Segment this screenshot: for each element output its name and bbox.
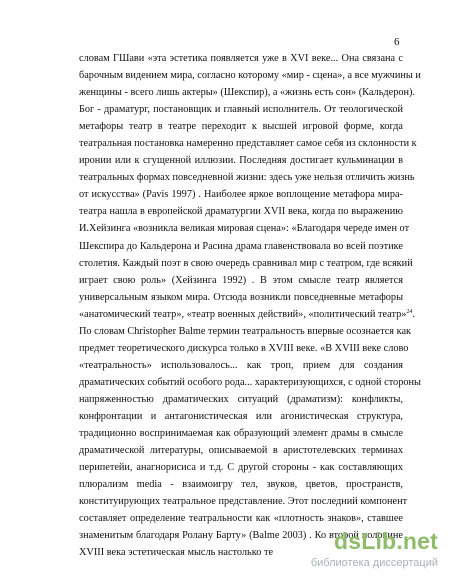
text-line: плюрализм media - взаимоигру тел, звуков, цветов, пространств,	[79, 479, 403, 491]
text-line: предмет теоретического дискурса только в XVIII веке. «В XVIII веке слово	[79, 342, 409, 354]
text-line: И.Хейзинга «возникла великая мировая сцена»: «Благодаря череде имен от	[79, 223, 410, 235]
text-line: столетия. Каждый поэт в свою очередь сравнивал мир с театром, где всякий	[79, 257, 413, 269]
text-line: метафоры театр в театре переходит к высшей игровой форме, когда	[79, 121, 403, 133]
text-line: XVIII века эстетическая мысль настолько те	[79, 547, 274, 559]
watermark-brand: dsLib.net	[333, 528, 438, 554]
text-line-with-footnote	[79, 306, 415, 323]
text-line: универсальным языком мира. Отсюда возникли повседневные метафоры	[79, 291, 403, 303]
text-line-content: «анатомический театр», «театр военных действий», «политический театр»	[79, 308, 407, 320]
text-line: По словам Christopher Balme термин театральность впервые осознается как	[79, 325, 412, 337]
watermark	[296, 527, 446, 577]
text-line: театра нашла в европейской драматургии XVII века, когда по выражению	[79, 206, 403, 218]
text-line: барочным видением мира, согласно которому «мир - сцена», а все мужчины и	[79, 70, 421, 82]
footnote-suffix: .	[412, 308, 415, 320]
text-line: театральных формах повседневной жизни: здесь уже нельзя отличить жизнь	[79, 172, 415, 184]
text-line: драматической литературы, описываемой в аристотелевских терминах	[79, 445, 403, 457]
text-line: «театральность» использовалось... как троп, прием для создания	[79, 359, 403, 371]
footnote-reference: 24	[406, 308, 413, 315]
text-line: знаменитым благодаря Ролану Барту» (Balme 2003) . Ко второй половине	[79, 530, 403, 542]
text-line: традиционно воспринимаемая как образующий элемент драмы в смысле	[79, 428, 403, 440]
body-text	[79, 50, 421, 561]
text-line: Бог - драматург, постановщик и главный исполнитель. От теологической	[79, 104, 403, 116]
page-number: 6	[394, 36, 400, 48]
text-line: конституирующих театральное представление. Этот последний компонент	[79, 496, 408, 508]
watermark-tagline: библиотека диссертаций	[310, 557, 438, 569]
text-line: женщины - всего лишь актеры» (Шекспир), а «жизнь есть сон» (Кальдерон).	[79, 87, 416, 99]
text-line: театральная постановка намеренно представляет самое себя из склонности к	[79, 138, 417, 150]
text-line: Шекспира до Кальдерона и Расина драма главенствовала во всей поэтике	[79, 240, 403, 252]
text-line: напряженностью драматических ситуаций (драматизм): конфликты,	[79, 393, 403, 405]
text-line: драматических событий особого рода... характеризующихся, с одной стороны	[79, 376, 421, 388]
text-line: играет свою роль» (Хейзинга 1992) . В этом смысле театр является	[79, 274, 403, 286]
text-line: иронии или к сгущенной иллюзии. Последняя достигает кульминации в	[79, 155, 403, 167]
text-line: словам ГШави «эта эстетика появляется уже в XVI веке... Она связана с	[79, 53, 403, 64]
text-line: конфронтации и антагонистическая или агонистическая структура,	[79, 410, 403, 422]
text-line: от искусства» (Pavis 1997) . Наиболее яркое воплощение метафора мира-	[79, 189, 403, 201]
text-line: перипетейи, анагнорисиса и т.д. С другой стороны - как составляющих	[79, 462, 403, 474]
text-line: составляет определение театральности как «плотность знаков», ставшее	[79, 513, 403, 525]
